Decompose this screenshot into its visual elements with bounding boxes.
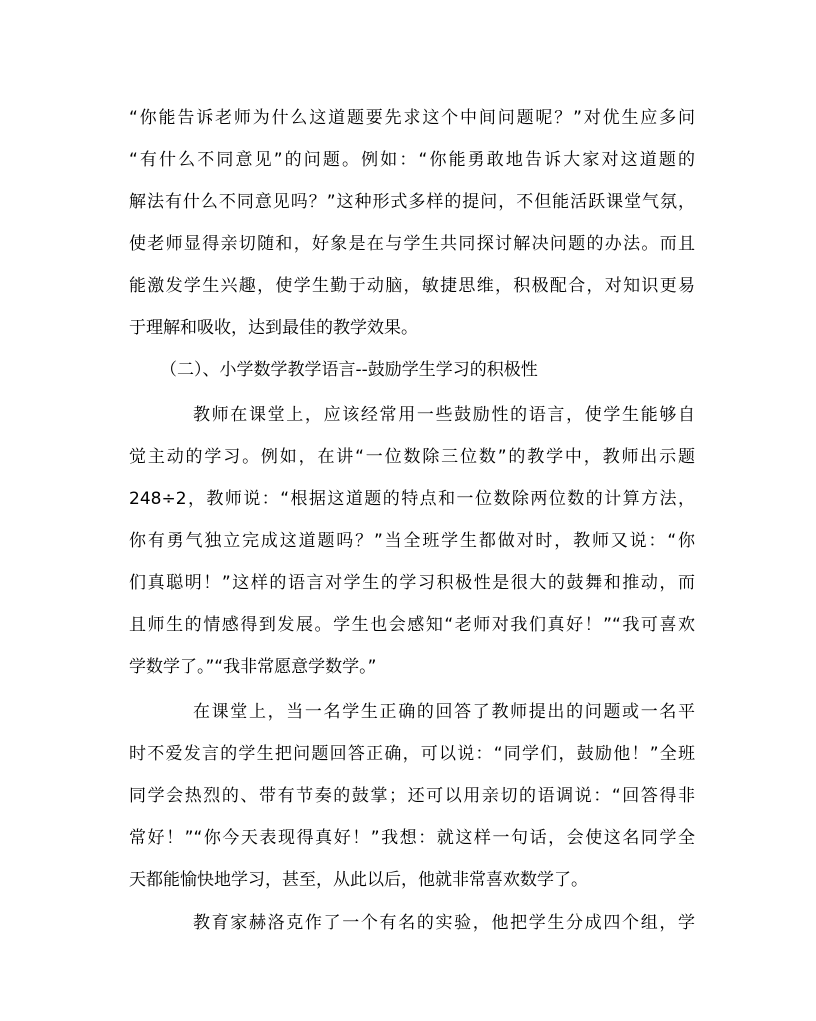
paragraph-line: 觉主动的学习。例如，在讲“一位数除三位数”的教学中，教师出示题 <box>129 447 695 467</box>
paragraph-line: 天都能愉快地学习，甚至，从此以后，他就非常喜欢数学了。 <box>129 870 588 890</box>
paragraph-line: “有什么不同意见”的问题。例如：“你能勇敢地告诉大家对这道题的 <box>129 150 695 170</box>
paragraph-line: 且师生的情感得到发展。学生也会感知“老师对我们真好！”“我可喜欢 <box>129 615 695 635</box>
paragraph-line: 常好！”“你今天表现得真好！”我想：就这样一句话，会使这名同学全 <box>129 828 695 848</box>
paragraph-line: 教师在课堂上，应该经常用一些鼓励性的语言，使学生能够自 <box>193 405 695 425</box>
paragraph-line: 你有勇气独立完成这道题吗？”当全班学生都做对时，教师又说：“你 <box>129 531 695 551</box>
paragraph-line: 学数学了。”“我非常愿意学数学。” <box>129 657 377 677</box>
paragraph-line: 248÷2，教师说：“根据这道题的特点和一位数除两位数的计算方法， <box>129 489 695 509</box>
paragraph-line: “你能告诉老师为什么这道题要先求这个中间问题呢？”对优生应多问 <box>129 108 695 128</box>
paragraph-line: 使老师显得亲切随和，好象是在与学生共同探讨解决问题的办法。而且 <box>129 234 695 254</box>
paragraph-line: 在课堂上，当一名学生正确的回答了教师提出的问题或一名平 <box>193 702 695 722</box>
paragraph-line: 时不爱发言的学生把问题回答正确，可以说：“同学们，鼓励他！”全班 <box>129 744 695 764</box>
paragraph-line: 同学会热烈的、带有节奏的鼓掌；还可以用亲切的语调说：“回答得非 <box>129 786 695 806</box>
paragraph-line: 们真聪明！”这样的语言对学生的学习积极性是很大的鼓舞和推动，而 <box>129 573 695 593</box>
paragraph-line: 能激发学生兴趣，使学生勤于动脑，敏捷思维，积极配合，对知识更易 <box>129 276 695 296</box>
section-heading: （二）、小学数学教学语言--鼓励学生学习的积极性 <box>160 360 538 380</box>
paragraph-line: 于理解和吸收，达到最佳的教学效果。 <box>129 318 418 338</box>
paragraph-line: 解法有什么不同意见吗？”这种形式多样的提问，不但能活跃课堂气氛， <box>129 192 695 212</box>
paragraph-line: 教育家赫洛克作了一个有名的实验，他把学生分成四个组，学 <box>193 913 695 933</box>
